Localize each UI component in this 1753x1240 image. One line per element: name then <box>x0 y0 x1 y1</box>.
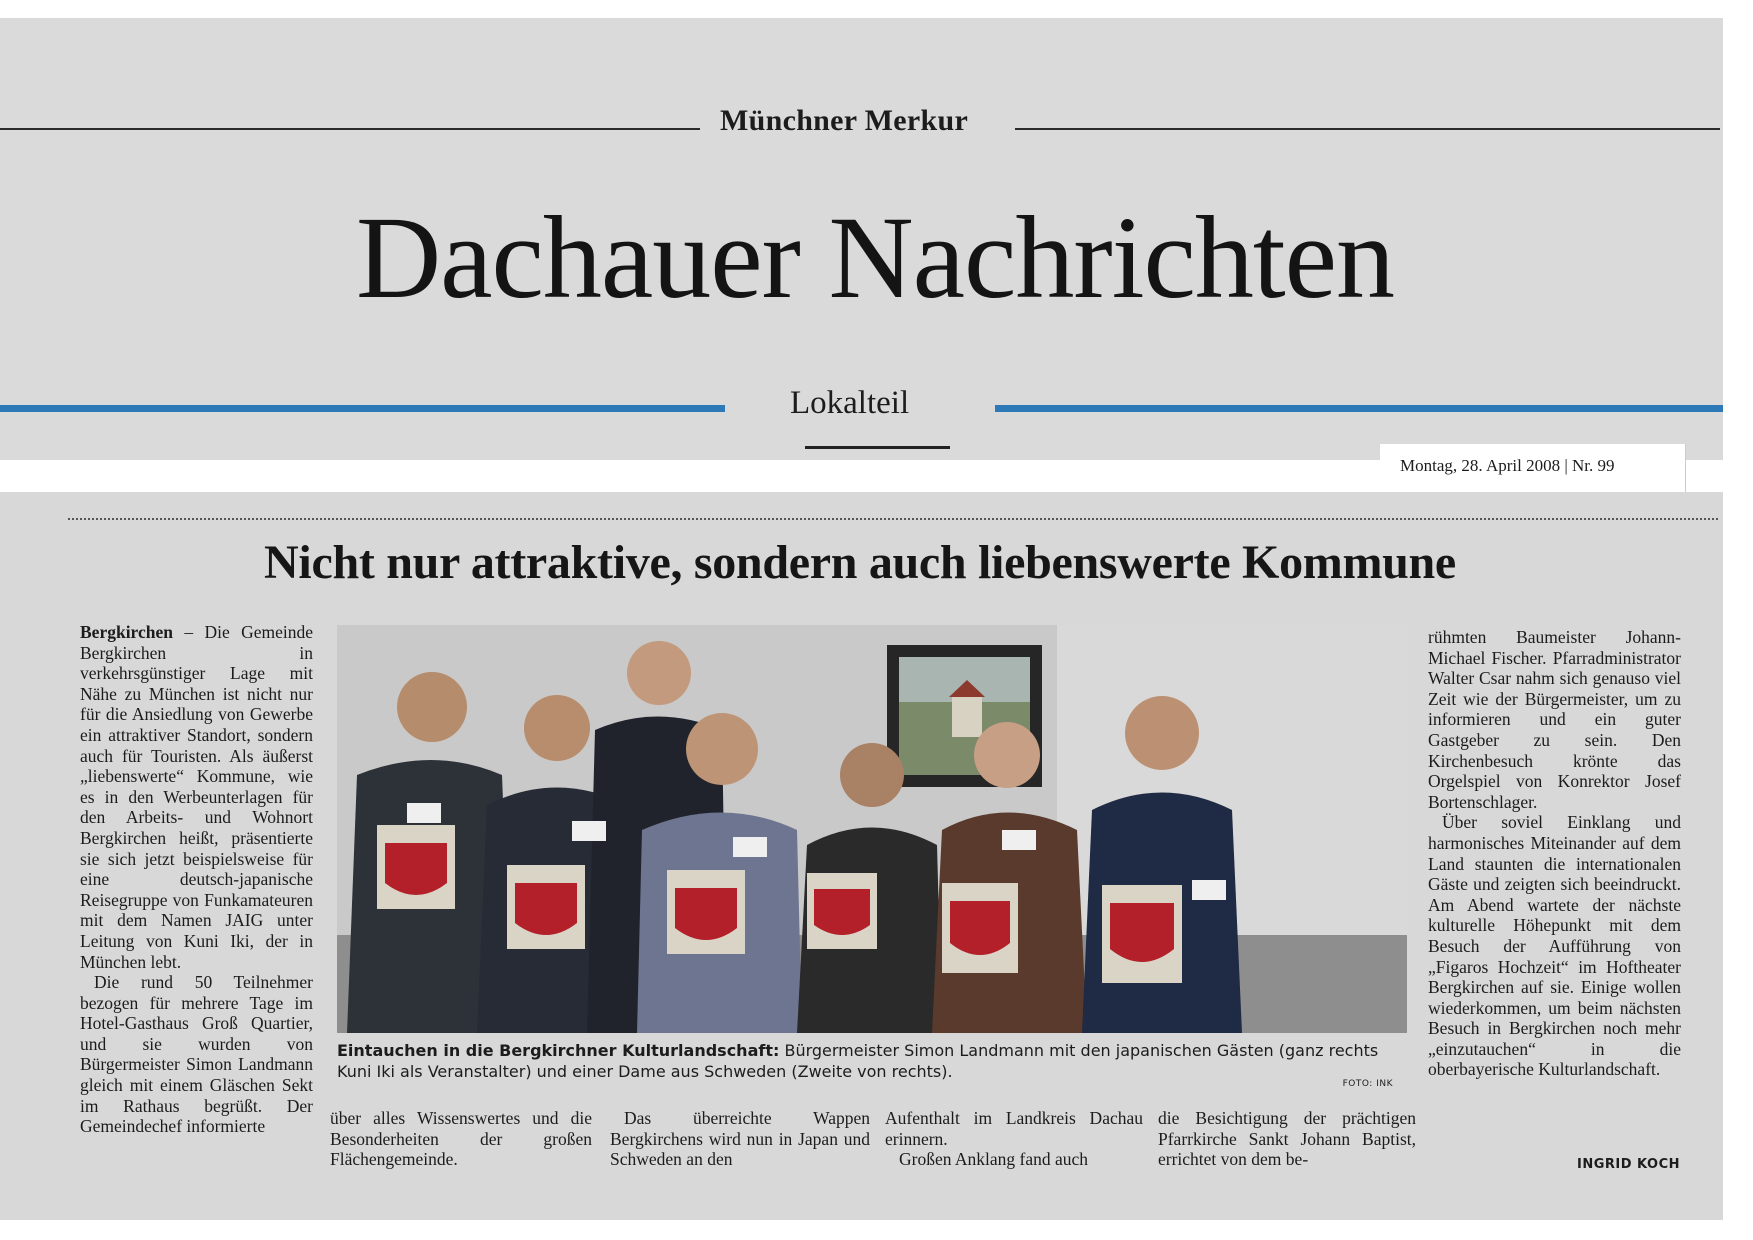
group-photo <box>337 625 1407 1033</box>
dateline: Montag, 28. April 2008 | Nr. 99 <box>1400 456 1615 475</box>
paragraph: Aufenthalt im Landkreis Dachau erinnern. <box>885 1108 1143 1149</box>
paragraph: Über soviel Einklang und harmonisches Miteinander auf dem Land staunten die internationalen Gäste und zeigten sich beeindruckt. Am Abend wartete der nächste kulturelle Höhepunkt mit dem Besuch der Aufführung von „Figaros Hochzeit“ im Hoftheater Bergkirchen auf sie. Einige wollen wiederkommen, um beim nächsten Besuch in Bergkirchen noch mehr „einzutauchen“ in die oberbayerische Kulturlandschaft. <box>1428 812 1681 1080</box>
masthead-title: Dachauer Nachrichten <box>355 192 1395 323</box>
paragraph: Die rund 50 Teilnehmer bezogen für mehrere Tage im Hotel-Gasthaus Groß Quartier, und sie wurden von Bürgermeister Simon Landmann gleich mit einem Gläschen Sekt im Rathaus begrüßt. Der Gemeindechef informierte <box>80 972 313 1137</box>
photo-caption <box>337 1040 1407 1089</box>
section-underline <box>805 446 950 449</box>
article-column-6 <box>1428 627 1681 1080</box>
header-rule-left <box>0 128 700 130</box>
paragraph: Großen Anklang fand auch <box>899 1149 1089 1170</box>
section-bar-left <box>0 405 725 412</box>
paragraph: rühmten Baumeister Johann-Michael Fischer. Pfarradministrator Walter Csar nahm sich genauso viel Zeit wie der Bürgermeister, um zu informieren und ein guter Gastgeber zu sein. Den Kirchenbesuch krönte das Orgelspiel von Konrektor Josef Bortenschlager. <box>1428 627 1681 812</box>
caption-lead: Eintauchen in die Bergkirchner Kulturlandschaft: <box>337 1041 780 1060</box>
article-column-5 <box>1158 1108 1416 1170</box>
paragraph: über alles Wissenswertes und die Besonderheiten der großen Flächengemeinde. <box>330 1108 592 1170</box>
paragraph: Das überreichte Wappen Bergkirchens wird nun in Japan und Schweden an den <box>610 1108 870 1170</box>
article-column-2 <box>330 1108 592 1170</box>
dateline-box <box>1380 444 1686 492</box>
article-column-1 <box>80 622 313 1137</box>
paragraph: – Die Gemeinde Bergkirchen in verkehrsgünstiger Lage mit Nähe zu München ist nicht nur für die Ansiedlung von Gewerbe ein attraktiver Standort, sondern auch für Touristen. Als äußerst „liebenswerte“ Kommune, wie es in den Werbeunterlagen für den Arbeits- und Wohnort Bergkirchen heißt, präsentierte sie sich jetzt beispielsweise für eine deutsch-japanische Reisegruppe von Funkamateuren mit dem Namen JAIG unter Leitung von Kuni Iki, der in München lebt. <box>80 622 313 972</box>
dotted-divider <box>68 518 1718 520</box>
header-rule-right <box>1015 128 1720 130</box>
parent-paper-name: Münchner Merkur <box>720 104 969 137</box>
caption-text: Bürgermeister Simon Landmann mit den japanischen Gästen (ganz rechts Kuni Iki als Veranstalter) und einer Dame aus Schweden (Zweite von rechts). <box>337 1041 1379 1081</box>
photo-credit: FOTO: INK <box>1342 1079 1393 1089</box>
section-label: Lokalteil <box>790 385 910 421</box>
section-bar-right <box>995 405 1723 412</box>
dateline-place: Bergkirchen <box>80 622 174 642</box>
article-headline: Nicht nur attraktive, sondern auch liebenswerte Kommune <box>264 536 1456 589</box>
article-column-3 <box>610 1108 870 1170</box>
article-column-4 <box>885 1108 1143 1170</box>
author-byline: INGRID KOCH <box>1577 1157 1681 1172</box>
paragraph: die Besichtigung der prächtigen Pfarrkirche Sankt Johann Baptist, errichtet von dem be- <box>1158 1108 1416 1170</box>
